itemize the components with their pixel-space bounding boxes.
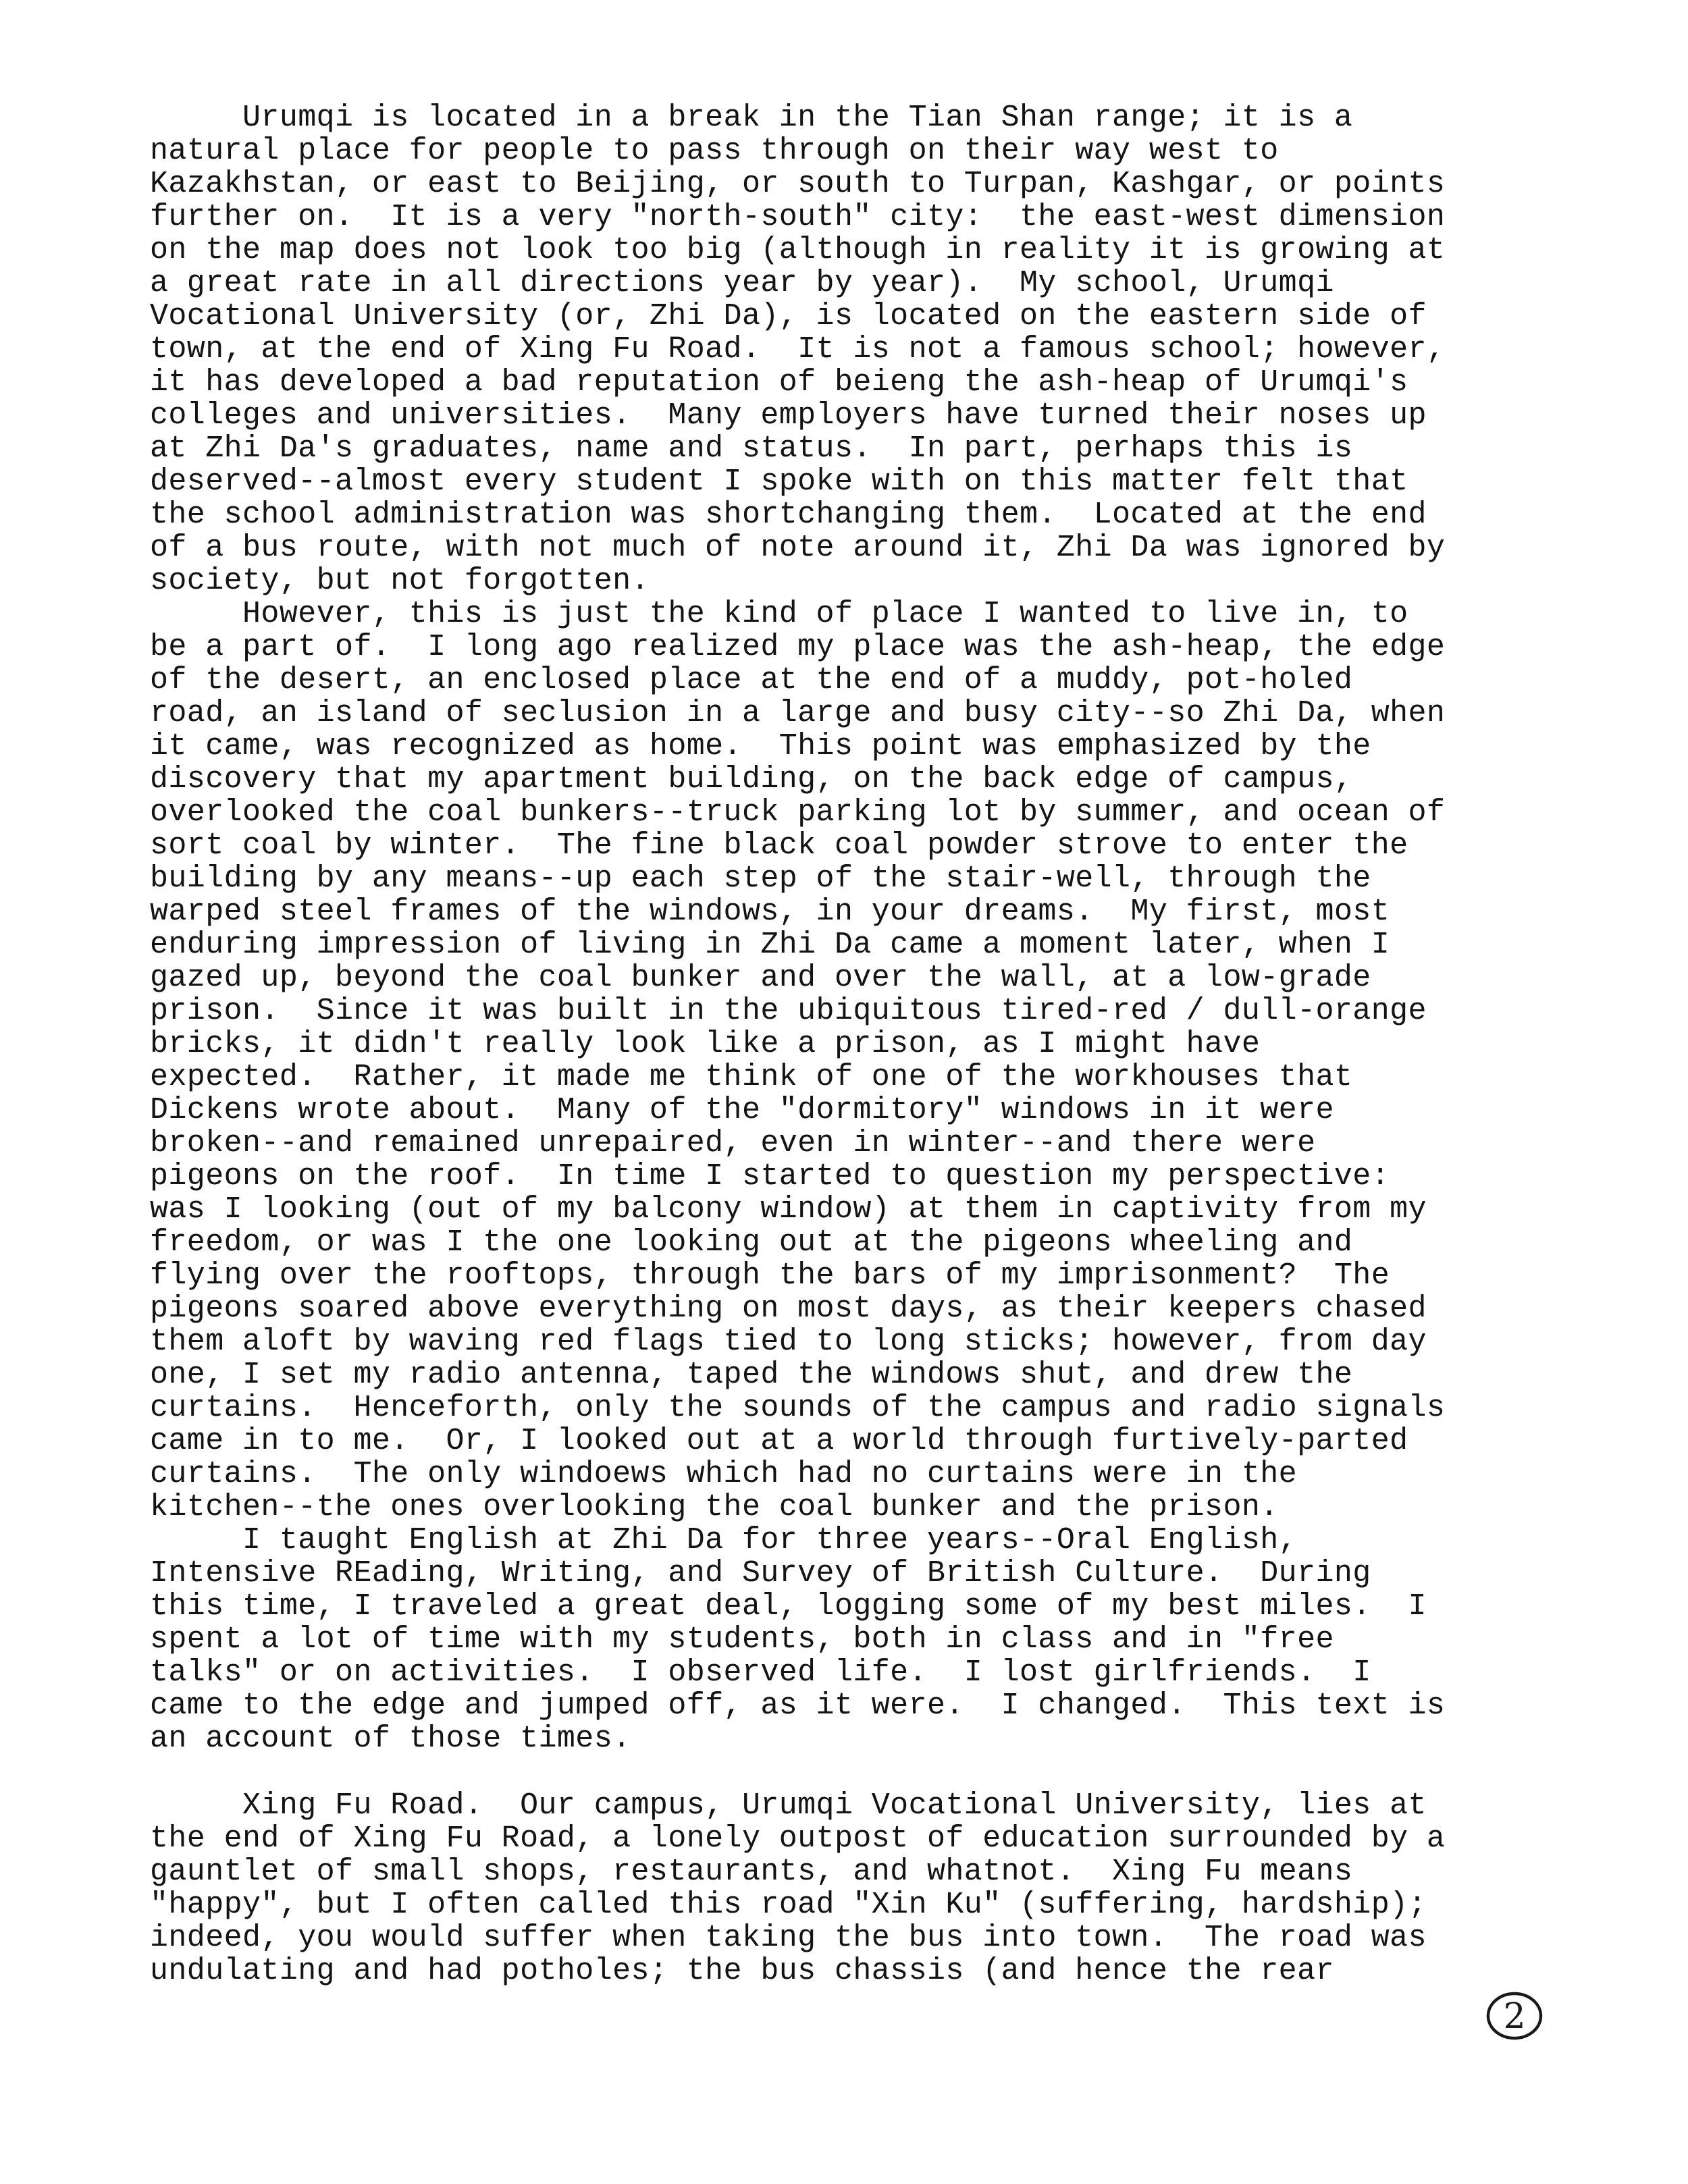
section-text-line: the end of Xing Fu Road, a lonely outpost of education surrounded by a [150,1821,1446,1856]
body-text-line: came to the edge and jumped off, as it were. I changed. This text is [150,1688,1446,1723]
body-text-line: Urumqi is located in a break in the Tian Shan range; it is a [150,101,1353,135]
body-text-line: kitchen--the ones overlooking the coal bunker and the prison. [150,1490,1279,1524]
body-text-line: curtains. Henceforth, only the sounds of the campus and radio signals [150,1391,1446,1425]
body-text-line: bricks, it didn't really look like a prison, as I might have [150,1027,1261,1061]
handwritten-page-number [1484,1989,1545,2044]
body-text-line: colleges and universities. Many employers have turned their noses up [150,398,1427,433]
body-text-line: overlooked the coal bunkers--truck parking lot by summer, and ocean of [150,795,1446,830]
body-text-line: flying over the rooftops, through the bars of my imprisonment? The [150,1258,1390,1293]
body-text-line: an account of those times. [150,1722,631,1756]
body-text-line: enduring impression of living in Zhi Da came a moment later, when I [150,928,1390,962]
body-text-line: spent a lot of time with my students, both in class and in "free [150,1622,1334,1657]
body-text-line: pigeons soared above everything on most days, as their keepers chased [150,1291,1427,1326]
body-text-line: it came, was recognized as home. This point was emphasized by the [150,729,1371,764]
body-text-line: I taught English at Zhi Da for three years--Oral English, [150,1523,1298,1557]
body-text-line: them aloft by waving red flags tied to long sticks; however, from day [150,1325,1427,1359]
body-text-line: natural place for people to pass through on their way west to [150,134,1279,168]
body-text-line: prison. Since it was built in the ubiquitous tired-red / dull-orange [150,994,1427,1028]
body-text-line: warped steel frames of the windows, in your dreams. My first, most [150,895,1390,929]
body-text-line: on the map does not look too big (although in reality it is growing at [150,233,1446,267]
body-text-line: building by any means--up each step of the stair-well, through the [150,861,1371,896]
document-body-text [150,101,1622,1755]
section-text-line: "happy", but I often called this road "Xin Ku" (suffering, hardship); [150,1888,1427,1922]
body-text-line: pigeons on the roof. In time I started to question my perspective: [150,1159,1390,1194]
body-text-line: it has developed a bad reputation of beieng the ash-heap of Urumqi's [150,365,1408,400]
body-text-line: sort coal by winter. The fine black coal powder strove to enter the [150,828,1408,863]
body-text-line: gazed up, beyond the coal bunker and over the wall, at a low-grade [150,961,1371,995]
page-number-text: 2 [1503,1996,1526,2037]
section-text-line: Xing Fu Road. Our campus, Urumqi Vocational University, lies at [150,1788,1427,1823]
body-text-line: further on. It is a very "north-south" city: the east-west dimension [150,200,1446,234]
body-text-line: of the desert, an enclosed place at the end of a muddy, pot-holed [150,663,1353,697]
body-text-line: freedom, or was I the one looking out at the pigeons wheeling and [150,1225,1353,1260]
body-text-line: Kazakhstan, or east to Beijing, or south to Turpan, Kashgar, or points [150,167,1446,201]
section-text-line: indeed, you would suffer when taking the bus into town. The road was [150,1921,1427,1955]
body-text-line: the school administration was shortchanging them. Located at the end [150,498,1427,532]
body-text-line: broken--and remained unrepaired, even in winter--and there were [150,1126,1316,1161]
xing-fu-road-section [150,1789,1622,1988]
body-text-line: expected. Rather, it made me think of one of the workhouses that [150,1060,1353,1094]
body-text-line: curtains. The only windoews which had no curtains were in the [150,1457,1298,1491]
body-text-line: be a part of. I long ago realized my place was the ash-heap, the edge [150,630,1446,664]
section-text-line: gauntlet of small shops, restaurants, and whatnot. Xing Fu means [150,1855,1353,1889]
body-text-line: one, I set my radio antenna, taped the windows shut, and drew the [150,1358,1353,1392]
body-text-line: a great rate in all directions year by year). My school, Urumqi [150,266,1334,300]
body-text-line: Intensive REading, Writing, and Survey of British Culture. During [150,1556,1371,1591]
body-text-line: deserved--almost every student I spoke with on this matter felt that [150,464,1408,499]
body-text-line: was I looking (out of my balcony window) at them in captivity from my [150,1192,1427,1227]
section-text-line: undulating and had potholes; the bus chassis (and hence the rear [150,1954,1334,1988]
body-text-line: society, but not forgotten. [150,564,650,598]
circled-page-number-icon [1484,1989,1545,2044]
body-text-line: of a bus route, with not much of note around it, Zhi Da was ignored by [150,531,1446,565]
body-text-line: Dickens wrote about. Many of the "dormitory" windows in it were [150,1093,1334,1127]
body-text-line: talks" or on activities. I observed life. I lost girlfriends. I [150,1655,1371,1690]
body-text-line: town, at the end of Xing Fu Road. It is not a famous school; however, [150,332,1446,367]
body-text-line: Vocational University (or, Zhi Da), is located on the eastern side of [150,299,1427,334]
body-text-line: at Zhi Da's graduates, name and status. In part, perhaps this is [150,431,1353,466]
body-text-line: However, this is just the kind of place I wanted to live in, to [150,597,1408,631]
body-text-line: came in to me. Or, I looked out at a world through furtively-parted [150,1424,1408,1458]
body-text-line: this time, I traveled a great deal, logging some of my best miles. I [150,1589,1427,1624]
body-text-line: discovery that my apartment building, on the back edge of campus, [150,762,1353,797]
body-text-line: road, an island of seclusion in a large and busy city--so Zhi Da, when [150,696,1446,730]
